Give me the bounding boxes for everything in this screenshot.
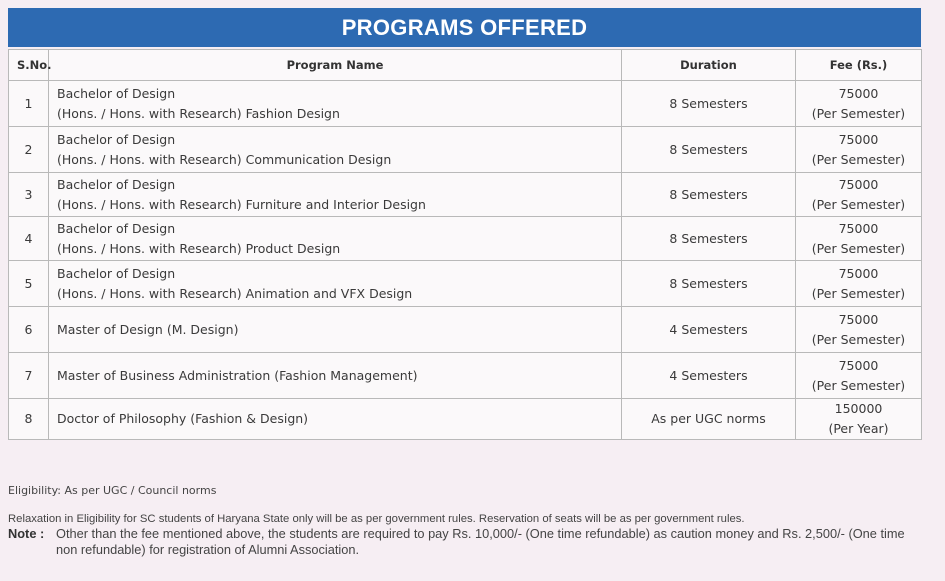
program-line2: (Hons. / Hons. with Research) Animation and VFX Design bbox=[57, 285, 413, 301]
cell-fee bbox=[796, 217, 922, 261]
eligibility-text: Eligibility: As per UGC / Council norms bbox=[8, 484, 217, 497]
fee-unit: (Per Semester) bbox=[811, 285, 906, 301]
cell-program bbox=[49, 217, 622, 261]
fee-unit: (Per Semester) bbox=[811, 105, 906, 121]
column-header-program: Program Name bbox=[49, 50, 622, 81]
cell-fee bbox=[796, 353, 922, 399]
fee-unit: (Per Semester) bbox=[811, 331, 906, 347]
programs-table bbox=[8, 49, 922, 440]
column-header-duration: Duration bbox=[622, 50, 796, 81]
fee-unit: (Per Semester) bbox=[811, 151, 906, 167]
table-row bbox=[9, 81, 922, 127]
fee-amount: 75000 bbox=[838, 265, 879, 281]
cell-sno: 3 bbox=[9, 173, 49, 217]
fee-amount: 75000 bbox=[838, 220, 879, 236]
cell-duration: 4 Semesters bbox=[622, 353, 796, 399]
cell-sno: 6 bbox=[9, 307, 49, 353]
fee-amount: 75000 bbox=[838, 176, 879, 192]
cell-program bbox=[49, 173, 622, 217]
notes-section bbox=[8, 484, 938, 558]
program-line2: (Hons. / Hons. with Research) Furniture and Interior Design bbox=[57, 196, 426, 212]
note-label: Note : bbox=[8, 526, 45, 541]
fee-unit: (Per Year) bbox=[828, 421, 889, 436]
cell-duration: 8 Semesters bbox=[622, 217, 796, 261]
cell-program: Master of Business Administration (Fashion Management) bbox=[49, 353, 622, 399]
cell-fee bbox=[796, 127, 922, 173]
cell-sno: 5 bbox=[9, 261, 49, 307]
cell-sno: 8 bbox=[9, 399, 49, 440]
program-line1: Bachelor of Design bbox=[57, 131, 176, 147]
fee-amount: 75000 bbox=[838, 357, 879, 373]
program-line2: (Hons. / Hons. with Research) Communication Design bbox=[57, 151, 392, 167]
cell-duration: 8 Semesters bbox=[622, 173, 796, 217]
cell-program: Master of Design (M. Design) bbox=[49, 307, 622, 353]
program-line1: Bachelor of Design bbox=[57, 220, 176, 236]
cell-duration: As per UGC norms bbox=[622, 399, 796, 440]
fee-unit: (Per Semester) bbox=[811, 377, 906, 393]
cell-fee bbox=[796, 307, 922, 353]
column-header-sno: S.No. bbox=[9, 50, 49, 81]
column-header-fee: Fee (Rs.) bbox=[796, 50, 922, 81]
note-text: Other than the fee mentioned above, the students are required to pay Rs. 10,000/- (One time refundable) as caution money and Rs. 2,500/- (One time non refundable) for registration of Alumni Association. bbox=[56, 526, 905, 557]
cell-program bbox=[49, 81, 622, 127]
cell-fee bbox=[796, 399, 922, 440]
cell-duration: 8 Semesters bbox=[622, 127, 796, 173]
table-row bbox=[9, 261, 922, 307]
relaxation-text: Relaxation in Eligibility for SC students of Haryana State only will be as per government rules. Reservation of seats will be as per government rules. bbox=[8, 513, 745, 525]
table-row bbox=[9, 353, 922, 399]
table-row bbox=[9, 217, 922, 261]
cell-sno: 7 bbox=[9, 353, 49, 399]
table-header-row bbox=[9, 50, 922, 81]
fee-unit: (Per Semester) bbox=[811, 196, 906, 212]
cell-program: Doctor of Philosophy (Fashion & Design) bbox=[49, 399, 622, 440]
cell-duration: 8 Semesters bbox=[622, 81, 796, 127]
cell-fee bbox=[796, 173, 922, 217]
fee-unit: (Per Semester) bbox=[811, 240, 906, 256]
cell-fee bbox=[796, 81, 922, 127]
cell-duration: 4 Semesters bbox=[622, 307, 796, 353]
cell-program bbox=[49, 127, 622, 173]
cell-sno: 1 bbox=[9, 81, 49, 127]
program-line1: Bachelor of Design bbox=[57, 265, 176, 281]
table-row bbox=[9, 307, 922, 353]
cell-program bbox=[49, 261, 622, 307]
fee-amount: 75000 bbox=[838, 311, 879, 327]
program-line2: (Hons. / Hons. with Research) Product Design bbox=[57, 240, 341, 256]
cell-sno: 2 bbox=[9, 127, 49, 173]
table-row bbox=[9, 173, 922, 217]
cell-duration: 8 Semesters bbox=[622, 261, 796, 307]
fee-amount: 75000 bbox=[838, 131, 879, 147]
table-row bbox=[9, 399, 922, 440]
table-row bbox=[9, 127, 922, 173]
program-line1: Bachelor of Design bbox=[57, 85, 176, 101]
fee-amount: 150000 bbox=[834, 401, 883, 416]
programs-offered-title: PROGRAMS OFFERED bbox=[8, 8, 921, 47]
program-line1: Bachelor of Design bbox=[57, 176, 176, 192]
program-line2: (Hons. / Hons. with Research) Fashion Design bbox=[57, 105, 340, 121]
cell-fee bbox=[796, 261, 922, 307]
cell-sno: 4 bbox=[9, 217, 49, 261]
fee-amount: 75000 bbox=[838, 85, 879, 101]
note bbox=[8, 526, 938, 558]
